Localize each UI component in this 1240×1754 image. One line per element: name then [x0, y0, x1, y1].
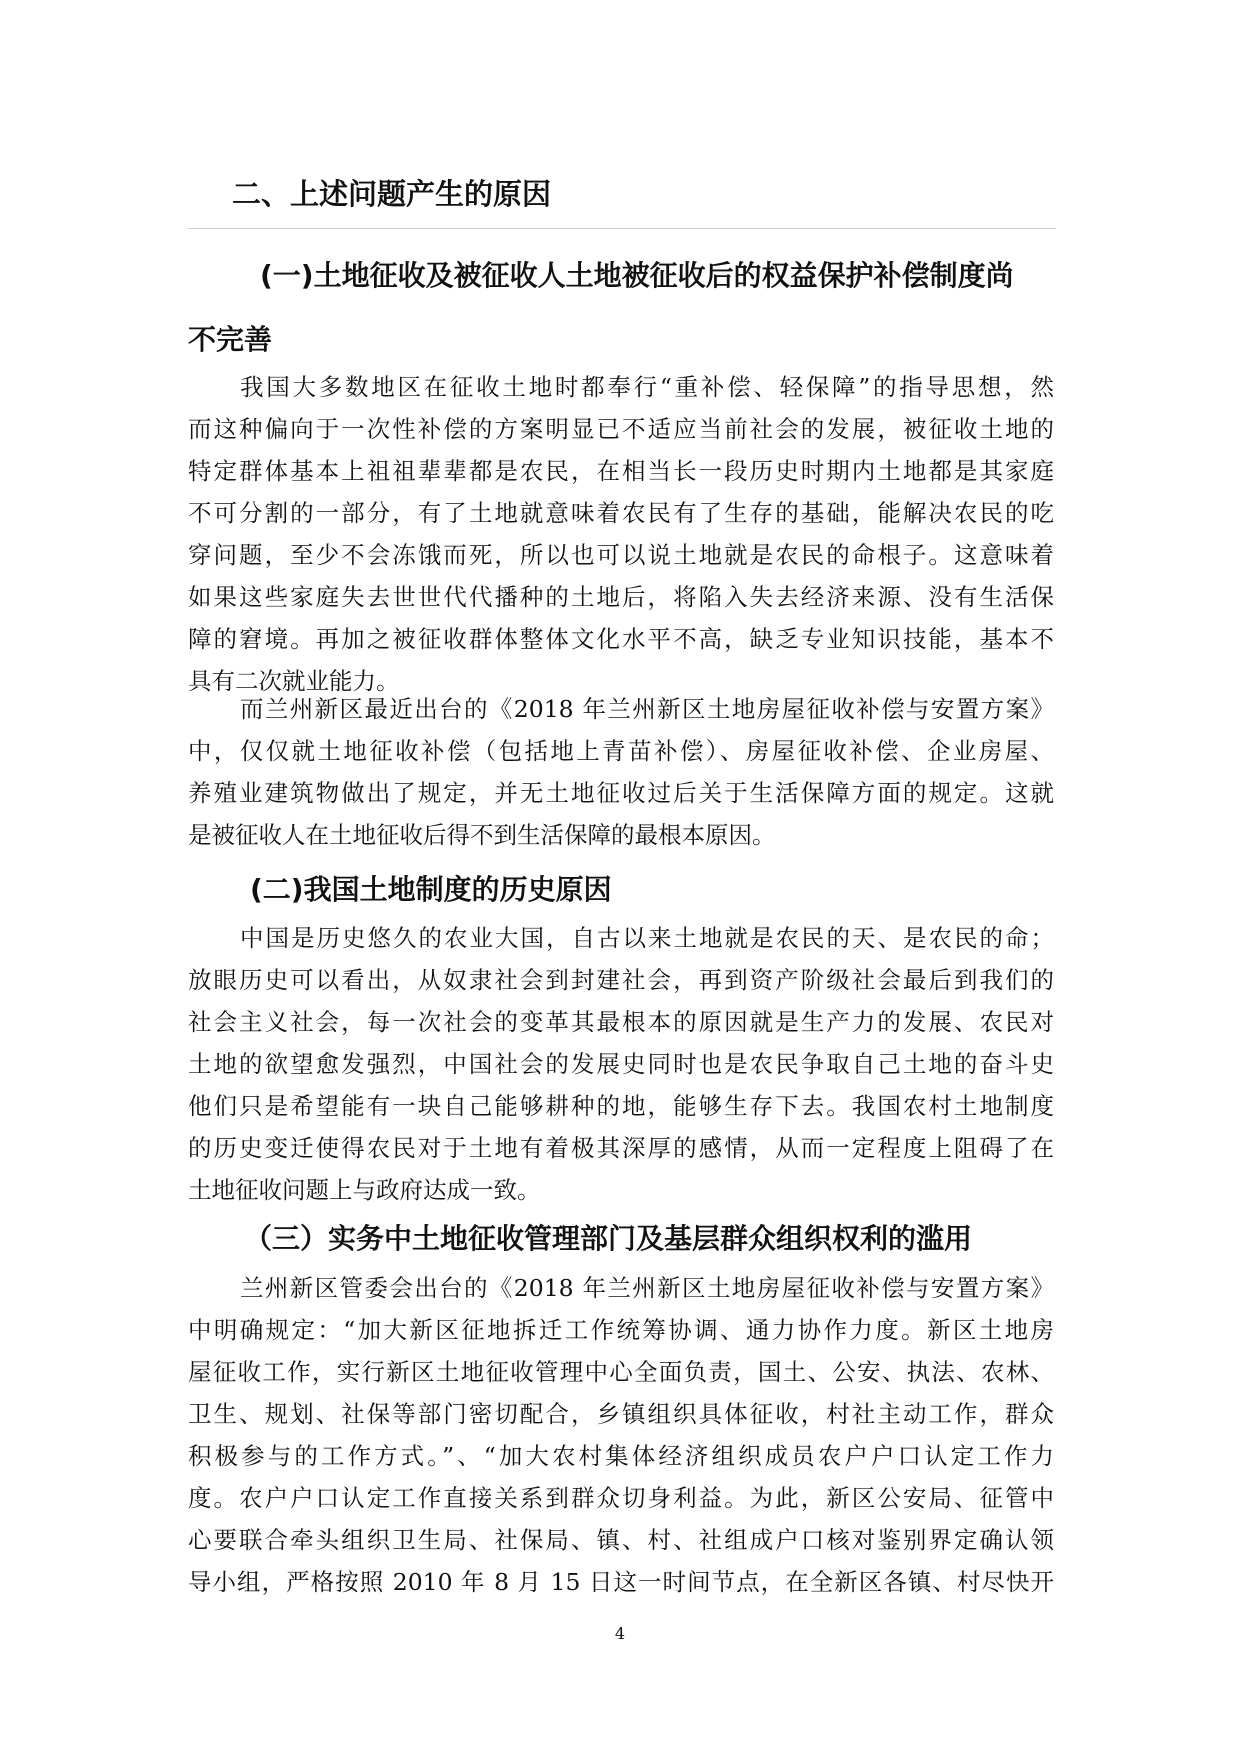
paragraph-line: 的历史变迁使得农民对于土地有着极其深厚的感情，从而一定程度上阻碍了在: [188, 1134, 1054, 1162]
paragraph-line: 不可分割的一部分，有了土地就意味着农民有了生存的基础，能解决农民的吃: [188, 499, 1054, 527]
paragraph-line: 穿问题，至少不会冻饿而死，所以也可以说土地就是农民的命根子。这意味着: [188, 541, 1054, 569]
paragraph-line: 放眼历史可以看出，从奴隶社会到封建社会，再到资产阶级社会最后到我们的: [188, 966, 1054, 994]
paragraph-4: [188, 1267, 1054, 1603]
paragraph-line: 障的窘境。再加之被征收群体整体文化水平不高，缺乏专业知识技能，基本不: [188, 625, 1054, 653]
paragraph-line: 中明确规定：“加大新区征地拆迁工作统筹协调、通力协作力度。新区土地房: [188, 1316, 1054, 1344]
paragraph-line: 而兰州新区最近出台的《2018 年兰州新区土地房屋征收补偿与安置方案》: [240, 695, 1054, 723]
paragraph-line: 心要联合牵头组织卫生局、社保局、镇、村、社组成户口核对鉴别界定确认领: [188, 1526, 1054, 1554]
paragraph-line: 兰州新区管委会出台的《2018 年兰州新区土地房屋征收补偿与安置方案》: [240, 1274, 1054, 1302]
paragraph-3: [188, 917, 1054, 1211]
paragraph-2: [188, 688, 1054, 856]
page-number: 4: [614, 1624, 626, 1643]
paragraph-line: 而这种偏向于一次性补偿的方案明显已不适应当前社会的发展，被征收土地的: [188, 415, 1054, 443]
section-title: 二、上述问题产生的原因: [232, 177, 552, 211]
paragraph-line: 中，仅仅就土地征收补偿（包括地上青苗补偿）、房屋征收补偿、企业房屋、: [188, 737, 1054, 765]
subheading-2: (二)我国土地制度的历史原因: [250, 873, 612, 906]
paragraph-line: 是被征收人在土地征收后得不到生活保障的最根本原因。: [188, 821, 776, 849]
paragraph-line: 积极参与的工作方式。”、“加大农村集体经济组织成员农户户口认定工作力: [188, 1442, 1054, 1470]
subheading-3: （三）实务中土地征收管理部门及基层群众组织权利的滥用: [244, 1222, 973, 1255]
paragraph-line: 养殖业建筑物做出了规定，并无土地征收过后关于生活保障方面的规定。这就: [188, 779, 1054, 807]
paragraph-line: 度。农户户口认定工作直接关系到群众切身利益。为此，新区公安局、征管中: [188, 1484, 1054, 1512]
subheading-1-line-1: (一)土地征收及被征收人土地被征收后的权益保护补偿制度尚: [260, 259, 1014, 292]
paragraph-line: 特定群体基本上祖祖辈辈都是农民，在相当长一段历史时期内土地都是其家庭: [188, 457, 1054, 485]
paragraph-line: 土地的欲望愈发强烈，中国社会的发展史同时也是农民争取自己土地的奋斗史: [188, 1050, 1054, 1078]
paragraph-line: 具有二次就业能力。: [188, 667, 400, 695]
paragraph-line: 卫生、规划、社保等部门密切配合，乡镇组织具体征收，村社主动工作，群众: [188, 1400, 1054, 1428]
paragraph-1: [188, 366, 1054, 702]
paragraph-line: 导小组，严格按照 2010 年 8 月 15 日这一时间节点，在全新区各镇、村尽快开: [188, 1568, 1054, 1596]
paragraph-line: 他们只是希望能有一块自己能够耕种的地，能够生存下去。我国农村土地制度: [188, 1092, 1054, 1120]
paragraph-line: 社会主义社会，每一次社会的变革其最根本的原因就是生产力的发展、农民对: [188, 1008, 1054, 1036]
paragraph-line: 土地征收问题上与政府达成一致。: [188, 1176, 541, 1204]
paragraph-line: 中国是历史悠久的农业大国，自古以来土地就是农民的天、是农民的命；: [240, 924, 1054, 952]
paragraph-line: 我国大多数地区在征收土地时都奉行“重补偿、轻保障”的指导思想，然: [240, 373, 1054, 401]
paragraph-line: 屋征收工作，实行新区土地征收管理中心全面负责，国土、公安、执法、农林、: [188, 1358, 1054, 1386]
paragraph-line: 如果这些家庭失去世世代代播种的土地后，将陷入失去经济来源、没有生活保: [188, 583, 1054, 611]
section-divider: [188, 228, 1056, 229]
subheading-1-line-2: 不完善: [188, 323, 273, 356]
